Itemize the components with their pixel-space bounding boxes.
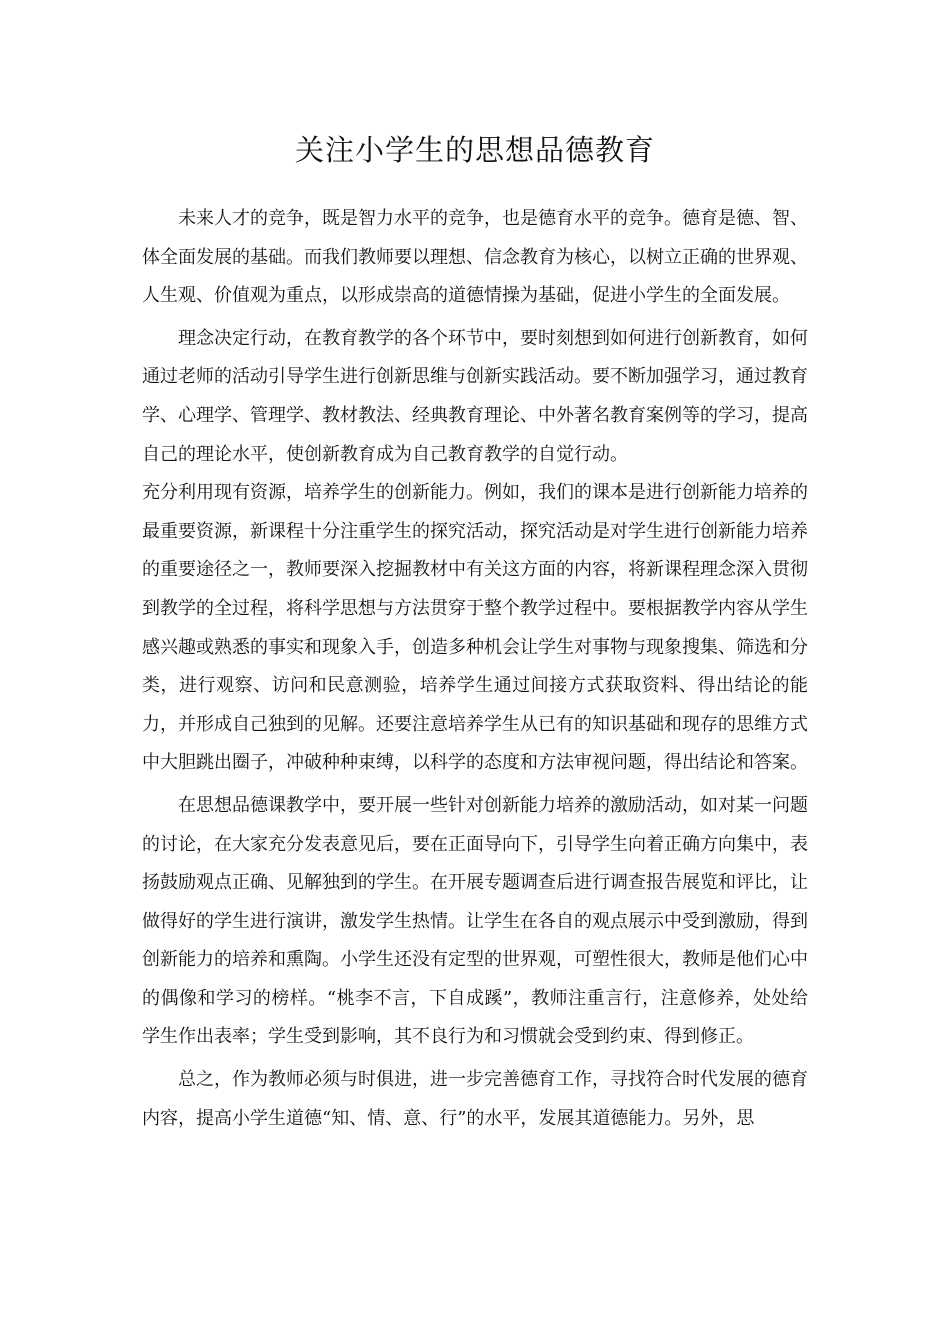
paragraph-3: 充分利用现有资源，培养学生的创新能力。例如，我们的课本是进行创新能力培养的最重要资源，新课程十分注重学生的探究活动，探究活动是对学生进行创新能力培养的重要途径之一，教师要深入挖掘教材中有关这方面的内容，将新课程理念深入贯彻到教学的全过程，将科学思想与方法贯穿于整个教学过程中。要根据教学内容从学生感兴趣或熟悉的事实和现象入手，创造多种机会让学生对事物与现象搜集、筛选和分类，进行观察、访问和民意测验，培养学生通过间接方式获取资料、得出结论的能力，并形成自己独到的见解。还要注意培养学生从已有的知识基础和现存的思维方式中大胆跳出圈子，冲破种种束缚，以科学的态度和方法审视问题，得出结论和答案。 — [142, 482, 808, 774]
document-body — [142, 200, 808, 1138]
paragraph-5: 总之，作为教师必须与时俱进，进一步完善德育工作，寻找符合时代发展的德育内容，提高小学生道德“知、情、意、行”的水平，发展其道德能力。另外，思 — [142, 1069, 808, 1129]
paragraph-4: 在思想品德课教学中，要开展一些针对创新能力培养的激励活动，如对某一问题的讨论，在大家充分发表意见后，要在正面导向下，引导学生向着正确方向集中，表扬鼓励观点正确、见解独到的学生。在开展专题调查后进行调查报告展览和评比，让做得好的学生进行演讲，激发学生热情。让学生在各自的观点展示中受到激励，得到创新能力的培养和熏陶。小学生还没有定型的世界观，可塑性很大，教师是他们心中的偶像和学习的榜样。“桃李不言，下自成蹊”，教师注重言行，注意修养，处处给学生作出表率；学生受到影响，其不良行为和习惯就会受到约束、得到修正。 — [142, 794, 808, 1048]
document-title: 关注小学生的思想品德教育 — [294, 133, 655, 167]
paragraph-2: 理念决定行动，在教育教学的各个环节中，要时刻想到如何进行创新教育，如何通过老师的活动引导学生进行创新思维与创新实践活动。要不断加强学习，通过教育学、心理学、管理学、教材教法、经典教育理论、中外著名教育案例等的学习，提高自己的理论水平，使创新教育成为自己教育教学的自觉行动。 — [142, 327, 808, 465]
paragraph-1: 未来人才的竞争，既是智力水平的竞争，也是德育水平的竞争。德育是德、智、体全面发展的基础。而我们教师要以理想、信念教育为核心，以树立正确的世界观、人生观、价值观为重点，以形成崇高的道德情操为基础，促进小学生的全面发展。 — [142, 208, 808, 307]
